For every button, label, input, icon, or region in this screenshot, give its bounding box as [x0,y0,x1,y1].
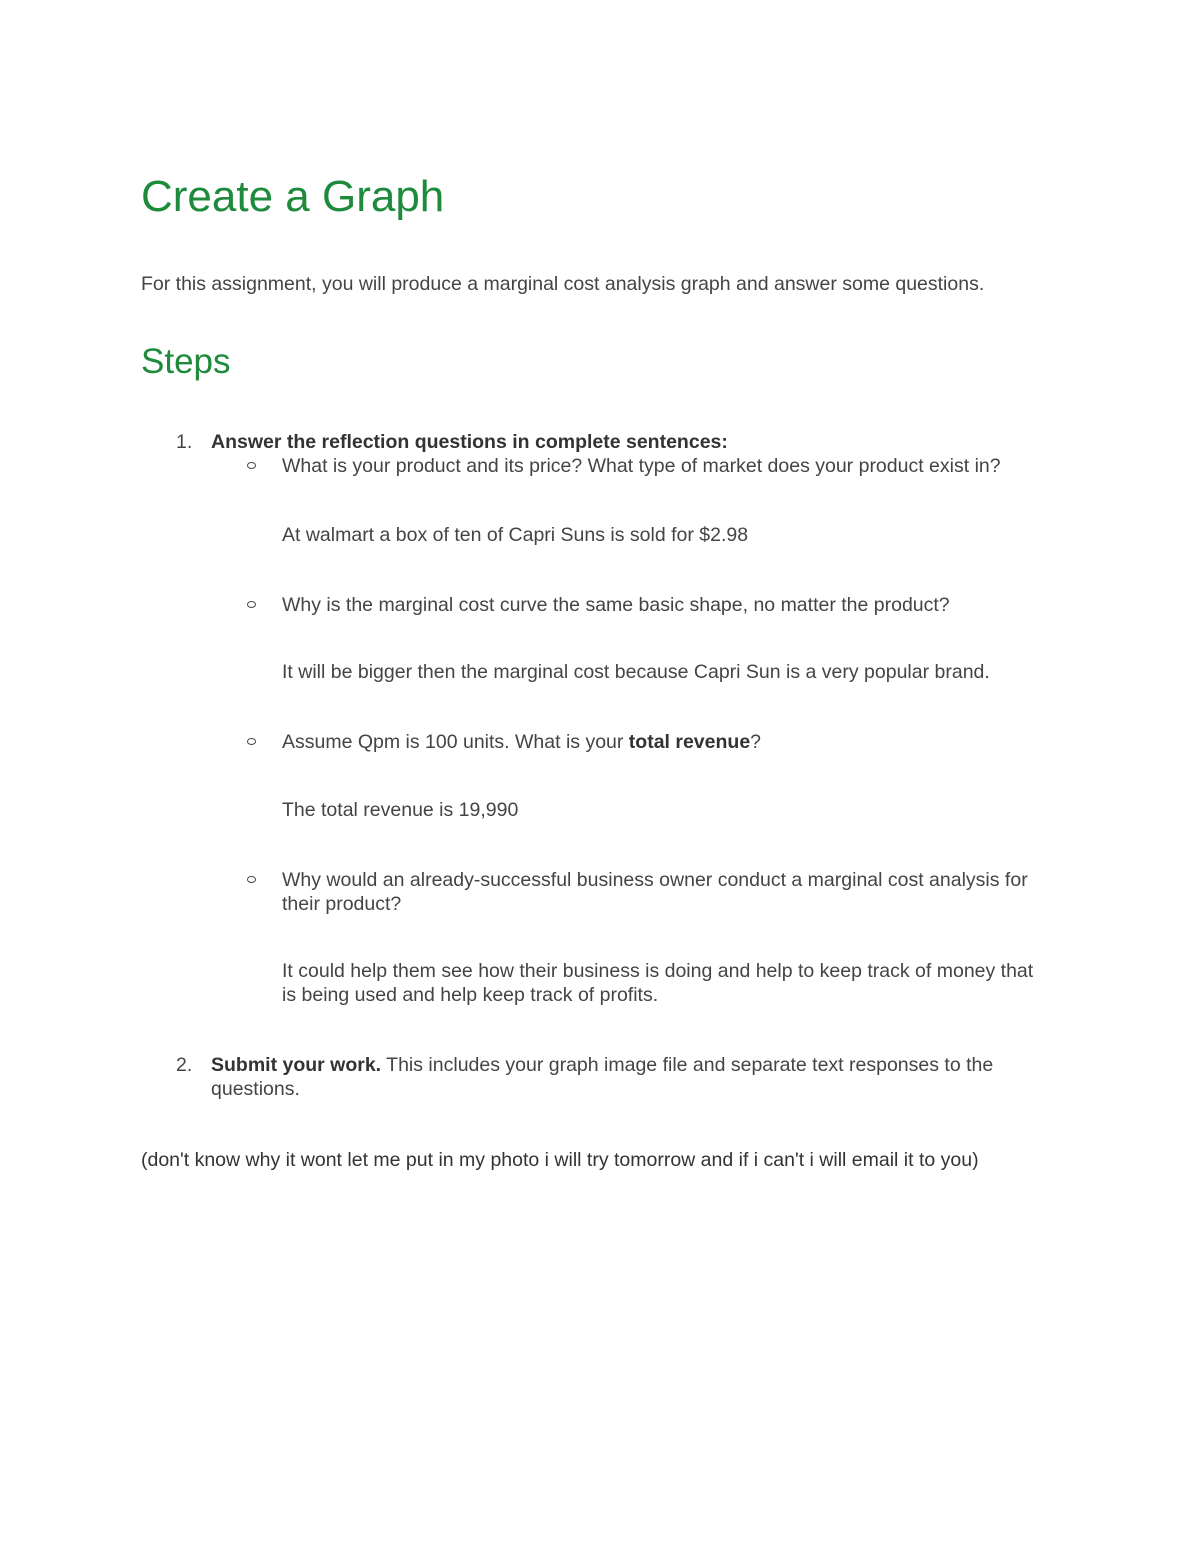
step-2-label [211,1053,1051,1101]
step-number-1: 1. [176,431,193,453]
question-3-bold: total revenue [628,731,751,753]
step-2-bold: Submit your work. [211,1054,382,1076]
question-2: Why is the marginal cost curve the same basic shape, no matter the product? [282,594,950,616]
answer-2: It will be bigger then the marginal cost because Capri Sun is a very popular brand. [282,661,990,683]
bullet-icon [247,601,256,608]
bullet-icon [247,462,256,469]
step-number-2: 2. [176,1054,193,1076]
assignment-intro: For this assignment, you will produce a marginal cost analysis graph and answer some questions. [141,273,985,295]
student-note: (don't know why it wont let me put in my photo i will try tomorrow and if i can't i will email it to you) [141,1149,979,1171]
answer-4: It could help them see how their business is doing and help to keep track of money that is being used and help keep track of profits. [282,960,1034,1006]
step-1-label: Answer the reflection questions in complete sentences: [211,431,728,453]
question-3-suffix: ? [750,731,762,753]
question-3 [282,730,1052,754]
bullet-icon [247,876,256,883]
step-2-rest: This includes your graph image file and separate text responses to the questions. [211,1054,994,1100]
answer-3: The total revenue is 19,990 [282,799,519,821]
question-1: What is your product and its price? What type of market does your product exist in? [282,455,1001,477]
question-4: Why would an already-successful business owner conduct a marginal cost analysis for their product? [282,869,1028,915]
page-title: Create a Graph [141,172,445,221]
answer-1: At walmart a box of ten of Capri Suns is sold for $2.98 [282,524,749,546]
question-3-prefix: Assume Qpm is 100 units. What is your [282,731,629,753]
steps-heading: Steps [141,342,231,381]
bullet-icon [247,738,256,745]
